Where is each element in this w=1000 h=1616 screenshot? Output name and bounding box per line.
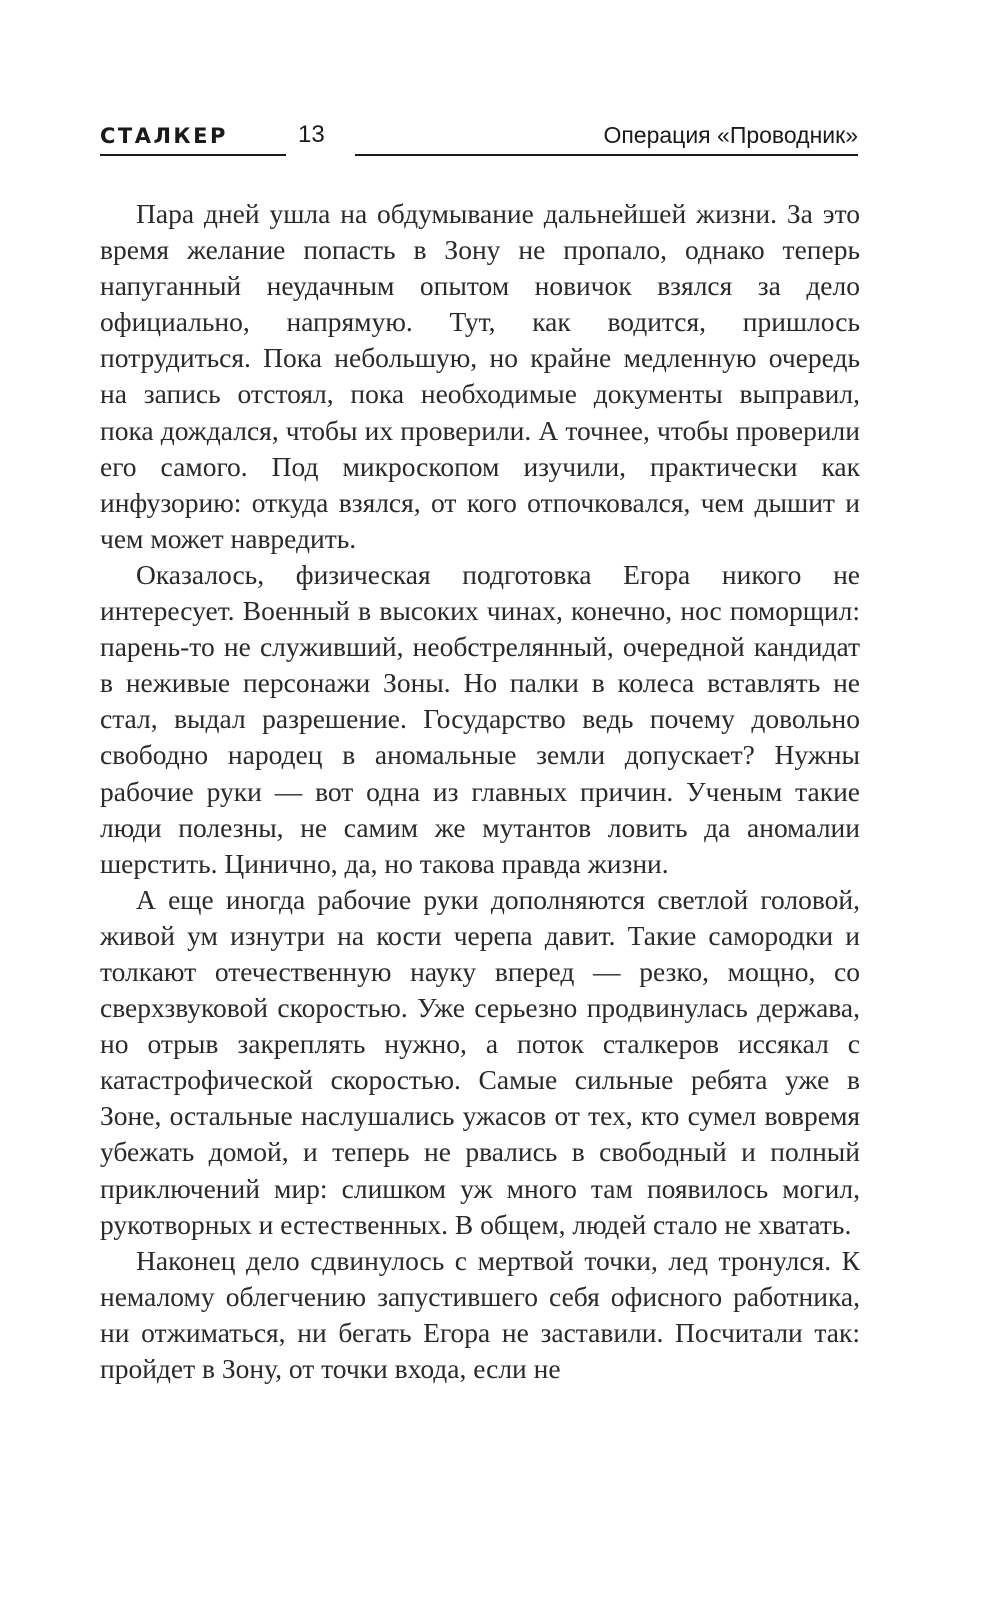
paragraph: Оказалось, физическая подготовка Егора никого не интересует. Военный в высоких чинах, конечно, нос поморщил: парень-то не служивший, необстрелянный, очередной кандидат в неживые персонажи Зоны. Но палки в колеса вставлять не стал, выдал разрешение. Государство ведь почему довольно свободно народец в аномальные земли допускает? Нужны рабочие руки — вот одна из главных причин. Ученым такие люди полезны, не самим же мутантов ловить да аномалии шерстить. Цинично, да, но такова правда жизни. (100, 558, 860, 879)
header-rule-right (355, 154, 858, 156)
paragraph: Пара дней ушла на обдумывание дальнейшей жизни. За это время желание попасть в Зону не пропало, однако теперь напуганный неудачным опытом новичок взялся за дело официально, напрямую. Тут, как водится, пришлось потрудиться. Пока небольшую, но крайне медленную очередь на запись отстоял, пока необходимые документы выправил, пока дождался, чтобы их проверили. А точнее, чтобы проверили его самого. Под микроскопом изучили, практически как инфузорию: откуда взялся, от кого отпочковался, чем дышит и чем может навредить. (100, 198, 860, 554)
page-number: 13 (298, 121, 325, 148)
paragraph: Наконец дело сдвинулось с мертвой точки, лед тронулся. К немалому облегчению запустившего себя офисного работника, ни отжиматься, ни бегать Егора не заставили. Посчитали так: пройдет в Зону, от точки входа, если не (100, 1244, 860, 1384)
header-rule-left (100, 154, 286, 156)
book-title: Операция «Проводник» (603, 122, 858, 148)
running-head (100, 118, 858, 158)
body-text (100, 196, 860, 1387)
paragraph: А еще иногда рабочие руки дополняются светлой головой, живой ум изнутри на кости черепа давит. Такие самородки и толкают отечественную науку вперед — резко, мощно, со сверхзвуковой скоростью. Уже серьезно продвинулась держава, но отрыв закреплять нужно, а поток сталкеров иссякал с катастрофической скоростью. Самые сильные ребята уже в Зоне, остальные наслушались ужасов от тех, кто сумел вовремя убежать домой, и теперь не рвались в свободный и полный приключений мир: слишком уж много там появилось могил, рукотворных и естественных. В общем, людей стало не хватать. (100, 883, 860, 1240)
series-name: СТАЛКЕР (100, 124, 228, 148)
